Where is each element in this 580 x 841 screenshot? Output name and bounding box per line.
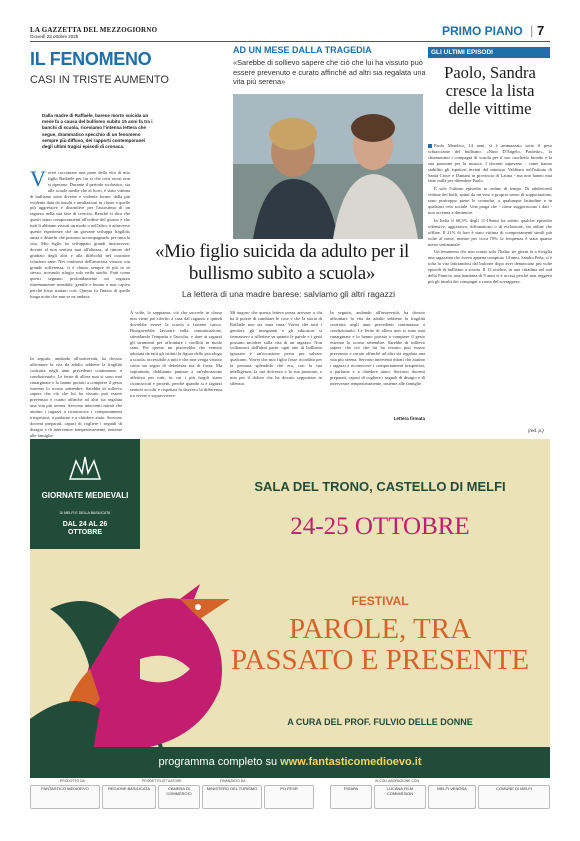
ad-left-dates: DAL 24 AL 26 OTTOBRE	[62, 521, 108, 536]
dropcap: V	[30, 166, 46, 191]
side-credit: (red. p.)	[528, 428, 544, 433]
side-title: Paolo, Sandra cresce la lista delle vittime	[444, 63, 536, 118]
article-column-1	[30, 166, 130, 354]
article-headline: «Mio figlio suicida da adulto per il bullismo subìto a scuola»	[154, 241, 410, 284]
ad-venue: SALA DEL TRONO, CASTELLO DI MELFI	[254, 479, 506, 494]
sponsor-logo-6: FIDAPA	[330, 785, 372, 809]
article-column-5: In seguito, andando all'università, ha dovuto affrontare la vita da adulto sebbene la fragilità costruita negli anni precedenti continuasse a condizionarlo. Le ferite di allora non si sono mai rimarginate e lo hanno portato a compiere il gesto estremo lo scorso settembre. Sarebbe di sollievo sapere che ciò che lui ha vissuto può essere prevenuto e curato affinché ad altri sia regalata una vita più serena. Servono interventi mirati che aiutino i ragazzi a riconoscere i comportamenti irrispettosi, a parlarne e a chiedere aiuto. Servono docenti preparati, capaci di cogliere i segnali di disagio e di intervenire tempestivamente, insieme alle famiglie.	[330, 310, 425, 386]
masthead-name: LA GAZZETTA DEL MEZZOGIORNO	[30, 26, 158, 34]
side-p3: In Italia il 68,5% degli 11-19enni ha subito qualche episodio offensivo, aggressivo, diffamatorio o di esclusione, sia online che offline. Il 21% di loro è stato vittima di comportamenti simili più volte al mese, mentre per circa l'8% la frequenza è stata quanto meno settimanale.	[428, 217, 552, 247]
article-column-4: Mi auguro che questa lettera possa arrivare a chi ha il potere di cambiare le cose e che la storia di Raffaele non sia stata vana. Vorrei che tutti i genitori, gli insegnanti e gli educatori si fermassero a riflettere su quanto le parole e i gesti possano incidere sulla vita di un ragazzo. Non voltiamoci dall'altra parte: ogni atto di bullismo ignorato è un'occasione persa per salvare qualcuno. Vorrei che mio figlio fosse ricordato per la persona splendida che era, con la sua intelligenza, la sua dolcezza e la sua passione, e non per il dolore che ha dovuto sopportare in silenzio.	[230, 310, 322, 386]
sponsor-logo-5: PO FESR	[264, 785, 314, 809]
sponsor-logo-1: FANTASTICO MEDIOEVO	[30, 785, 100, 809]
header-rule	[30, 41, 550, 42]
sponsor-logo-7: LUCANA FILM COMMISSION	[374, 785, 426, 809]
article-photo	[233, 94, 423, 239]
fenomeno-subtitle: CASI IN TRISTE AUMENTO	[30, 74, 169, 86]
tragedia-quote: «Sarebbe di sollievo sapere che ciò che lui ha vissuto può essere prevenuto e curato affinché ad altri sia regalata una vita più serena»	[233, 58, 426, 87]
article-column-2: In seguito, andando all'università, ha dovuto affrontare la vita da adulto sebbene la fragilità costruita negli anni precedenti continuasse a condizionarlo. Le ferite di allora non si sono mai rimarginate e lo hanno portato a compiere il gesto estremo lo scorso settembre. Sarebbe di sollievo sapere che ciò che lui ha vissuto può essere prevenuto e curato affinché ad altri sia regalata una vita più serena. Servono interventi mirati che aiutino i ragazzi a riconoscere i comportamenti irrispettosi, a parlarne e a chiedere aiuto. Servono docenti preparati, capaci di cogliere i segnali di disagio e di intervenire tempestivamente, insieme alle famiglie.	[30, 356, 122, 438]
footer-label-3: FINANZIATO DA	[220, 779, 246, 783]
festival-advertisement	[30, 439, 550, 778]
sponsor-logo-3: CAMERA DI COMMERCIO	[158, 785, 200, 809]
ad-title: PAROLE, TRA PASSATO E PRESENTE	[230, 613, 530, 676]
footer-label-2: PROGETTO ATTUATORE	[142, 779, 182, 783]
sponsor-logo-9: COMUNE DI MELFI	[478, 785, 550, 809]
article-column-1-text: orrei raccontare una parte della vita di mio figlio Raffaele per far sì che certi errori non si ripetano. Durante il periodo scolastico, sia alle scuole medie che al liceo, è stato vittima di bullismo sotto diverse e violente forme, dalla più evidente data da insulti e umiliazioni in classe a quelle più aggressive e distruttive per l'autostima di un ragazzo nella sua fase di crescita. Benché si dica che questi siano comportamenti all'ordine del giorno e che tutti li abbiano vissuti un modo o nell'altro, è attraverso queste esperienze che un giovane sviluppa fragilità, ansia e disturbi che possono accompagnarlo per tutta la vita. Mio figlio ha sviluppato grandi insicurezze, dovute al non sentirsi mai all'altezza, al timore del giudizio degli altri e alla difficoltà nel costruire relazioni sane. Nei confronti dell'amicizia vissuta con grande sofferenza, si è chiuso sempre di più in sé stesso, trovando rifugio solo nello studio. Fatti come questi segnano profondamente un ragazzo estremamente sensibile, gentile e buono e non capiva perché fosse trattato così. Questo fu l'inizio di quella lunga notte che non se ne andava.	[30, 170, 130, 300]
ad-logo-panel	[30, 439, 140, 549]
ad-left-subtitle: DI MELFI E DELLA BASILICATA	[59, 511, 111, 515]
ad-program-prefix: programma completo su	[158, 756, 278, 768]
ad-program	[30, 756, 550, 768]
side-kicker: GLI ULTIMI EPISODI	[428, 47, 550, 58]
ad-program-url[interactable]: www.fantasticomedioevo.it	[280, 756, 422, 768]
article-intro: Dalla madre di Raffaele, barese morto suicida un mese fa a causa del bullismo subito 15 anni fa tra i banchi di scuola, riceviamo l'intensa lettera che segue, drammatico specchio di un fenomeno sempre più diffuso, dei rapporti contemporanei degli ultimi tragici episodi di cronaca.	[42, 113, 153, 150]
side-bullet	[428, 144, 432, 148]
tragedia-kicker: AD UN MESE DALLA TRAGEDIA	[233, 45, 372, 55]
article-column-3: A volte, lo sappiamo, ciò che succede in classe non viene poi riferito a casa dal ragazzo e quindi dovrebbe essere la scuola a farsene carico. Bisognerebbe lavorare sulla comunicazione, stimolando l'empatia e l'ascolto, e dare ai ragazzi gli strumenti per affrontare i conflitti in modo sano. Per questo mi piacerebbe che venisse adottata da tutti gli istituti la figura dello psicologo a scuola, accessibile a tutti e che non venga vissuto come un segno di debolezza ma di forza. Ma soprattutto, dobbiamo puntare a un'educazione affettiva per tutti, in cui i più fragili siano riconosciuti e protetti, perché quando si è ragazzi sentirsi accolti e rispettati fa davvero la differenza tra vivere e sopravvivere.	[130, 310, 222, 398]
ad-curator: A CURA DEL PROF. FULVIO DELLE DONNE	[287, 717, 473, 727]
footer-label-1: PRODOTTO DA	[60, 779, 85, 783]
side-body	[428, 143, 552, 429]
sponsor-logo-2: REGIONE BASILICATA	[102, 785, 156, 809]
article-signature: Lettera firmata	[393, 416, 425, 421]
footer-label-4: IN COLLABORAZIONE CON	[375, 779, 419, 783]
sponsor-logo-8: MELFI VENOSA	[428, 785, 476, 809]
page-number-value: 7	[537, 23, 545, 38]
fenomeno-kicker: IL FENOMENO	[30, 49, 152, 69]
sponsor-logo-4: MINISTERO DEL TURISMO	[202, 785, 262, 809]
masthead-date: Giovedì 23 ottobre 2025	[30, 34, 79, 39]
side-p2: È solo l'ultimo episodio in ordine di tempo. Di adolescenti vittime dei bulli, spinti da un vero e proprio senso di sopportazione, sono purtroppo piene le cronache, a qualunque latitudine e in qualsiasi ceto sociale. Una piaga che - come suggeriscono i dati - non accenna a diminuire.	[428, 186, 552, 215]
side-p4: Un fenomeno che non scuote solo l'Italia: tre giorni fa a Siviglia una ragazzina che aveva appena compiuto 14 anni, Sandra Peña, si è tolta la vita lanciandosi dal balcone dopo aver denunciato più volte episodi di bullismo a scuola. Il 13 ottobre, in una cittadina nel sud della Francia, una bambina di 9 anni si è uccisa perché non reggeva più gli insulti dei compagni a causa del sovrappeso.	[428, 249, 552, 284]
ad-festival-label: FESTIVAL	[351, 594, 409, 608]
ad-dates: 24-25 OTTOBRE	[290, 513, 470, 540]
ad-left-title: GIORNATE MEDIEVALI	[41, 491, 129, 500]
side-p1: Paolo Mendico, 14 anni, si è ammazzato sotto il peso schiacciante del bullismo. «Nino D'Angelo, Paoletto», lo chiamavano i compagni di scuola per il suo caschetto biondo e la sua passione per la musica. I docenti sapevano - come hanno stabilito gli ispettori inviati dal ministro Valditara nell'istituto di Santa Croce e Daniani in provincia di Latina - ma non hanno mai fatto nulla per difendere Paolo.	[428, 143, 552, 184]
sponsor-footer	[30, 779, 550, 817]
photo-illustration	[233, 94, 423, 239]
article-subhead: La lettera di una madre barese: salviamo gli altri ragazzi	[182, 289, 396, 299]
section-label: PRIMO PIANO	[442, 24, 523, 38]
page-number: | 7	[530, 23, 545, 38]
ad-program-band	[30, 747, 550, 778]
